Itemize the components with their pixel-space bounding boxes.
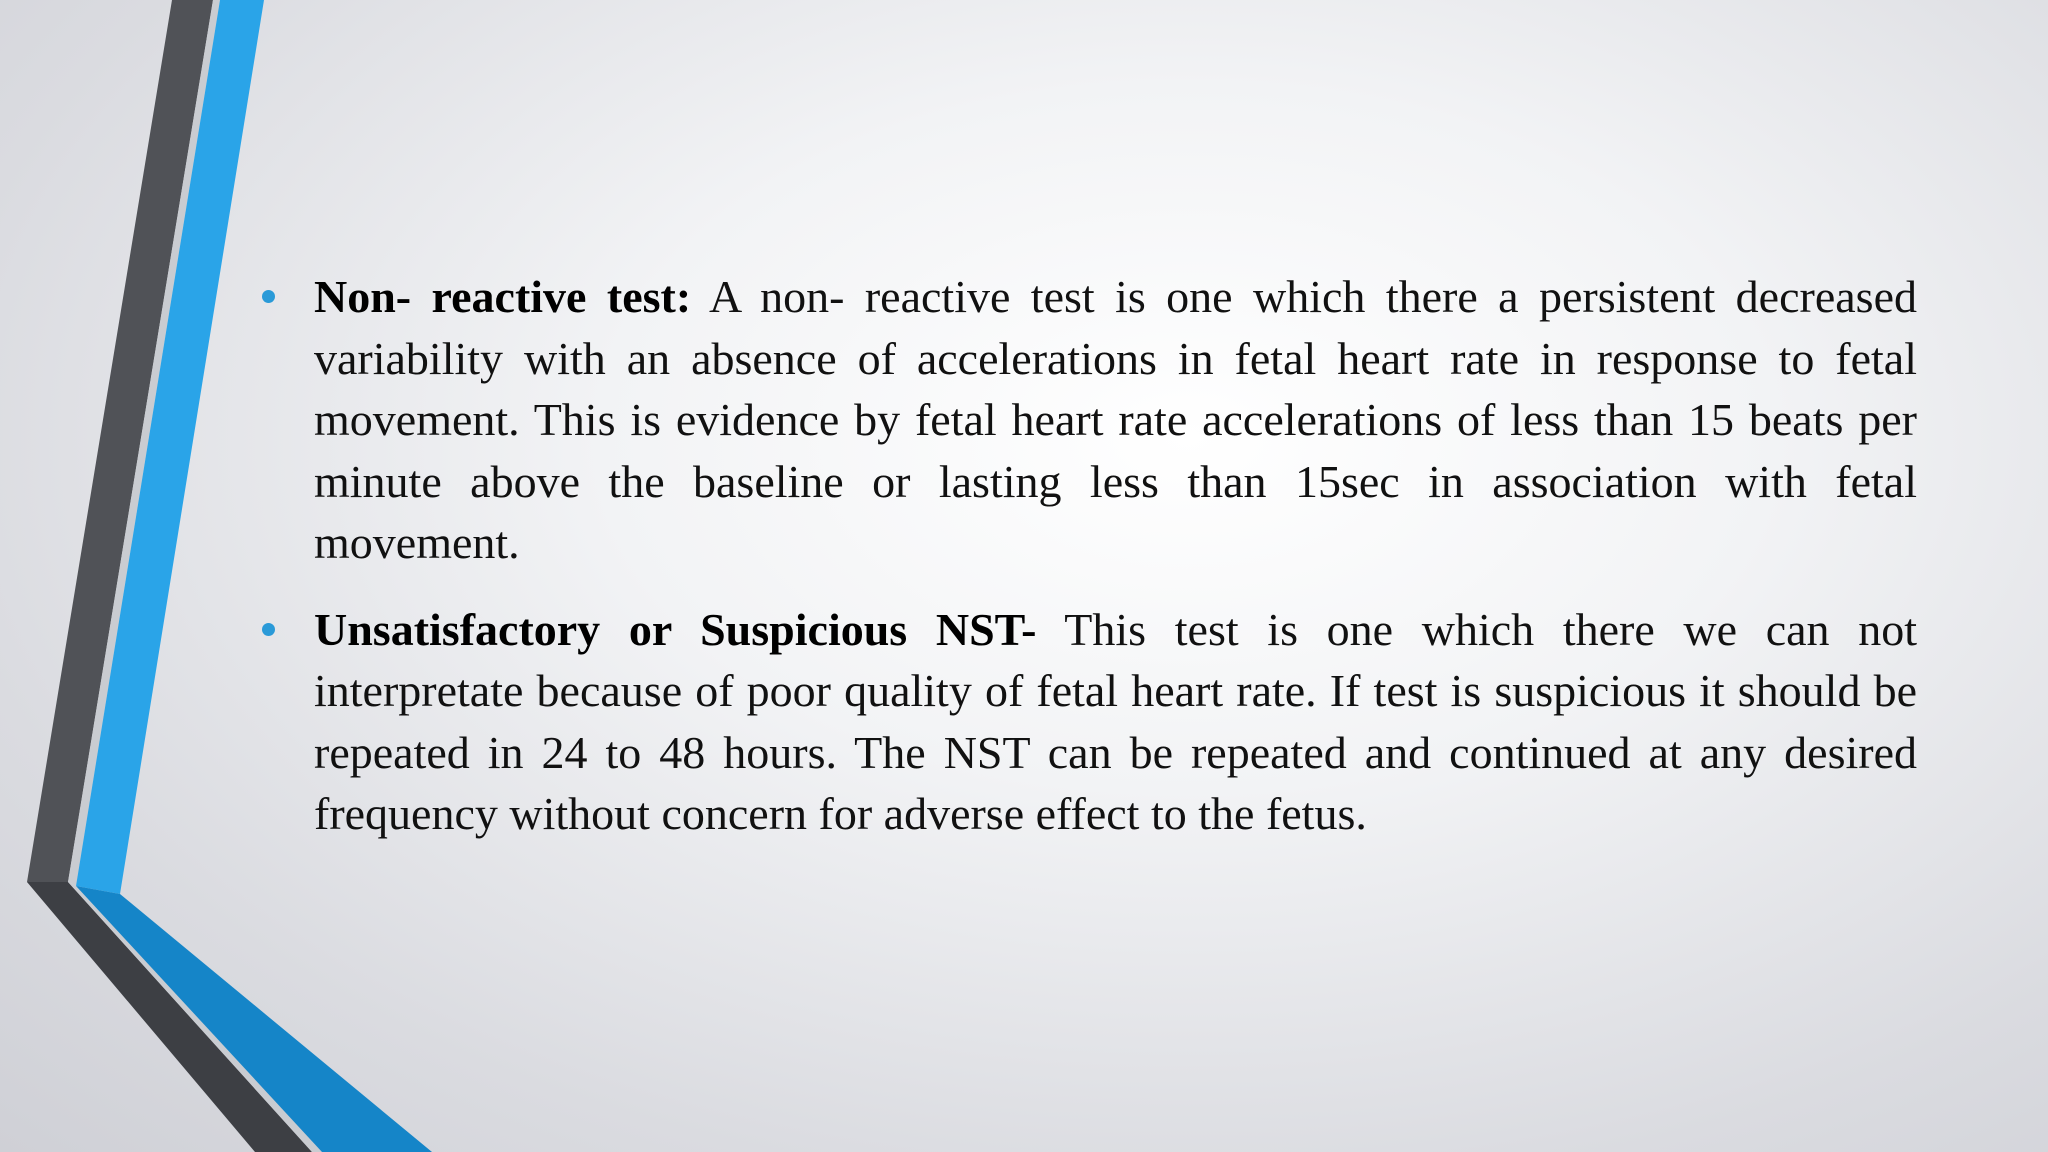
light-stripe-diagonal: [68, 882, 322, 1152]
bullet-text: A non- reactive test is one which there a persistent decreased variability with an absence of accelerations in fetal heart rate in response to fetal movement. This is evidence by fetal heart rate accelerations of less than 15 beats per minute above the baseline or lasting less than 15sec in association with fetal movement.: [314, 271, 1917, 568]
bullet-term: Non- reactive test:: [314, 271, 692, 322]
light-stripe-vertical: [68, 0, 220, 886]
bullet-unsatisfactory-nst: [262, 599, 1917, 845]
bullet-non-reactive-test: [262, 266, 1917, 574]
bullet-dot-icon: [262, 623, 275, 636]
bullet-term: Unsatisfactory or Suspicious NST-: [314, 603, 1037, 655]
dark-stripe-diagonal: [27, 882, 312, 1152]
bullet-text: This test is one which there we can not interpretate because of poor quality of fetal heart rate. If test is suspicious it should be repeated in 24 to 48 hours. The NST can be repeated and continued at any desired frequency without concern for adverse effect to the fetus.: [314, 603, 1918, 839]
slide-content: [262, 266, 1917, 870]
bullet-dot-icon: [262, 290, 275, 303]
